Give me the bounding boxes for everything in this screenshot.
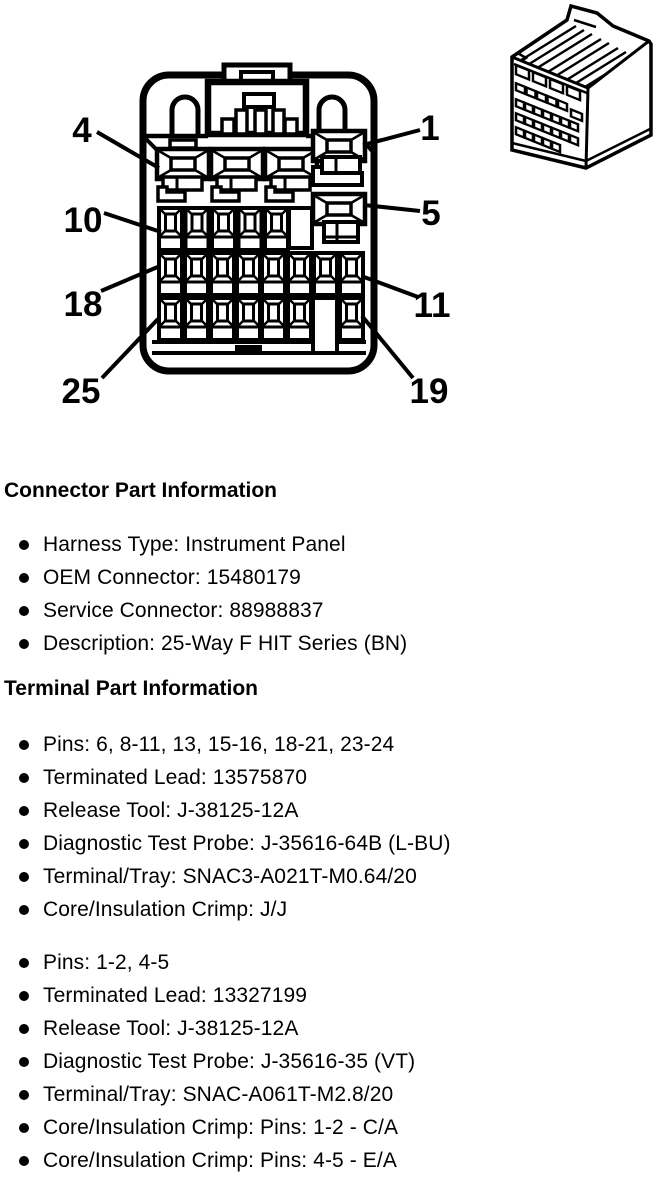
list-item	[0, 1144, 672, 1177]
pin-label-10: 10	[63, 201, 103, 240]
bullet-icon	[19, 806, 29, 816]
latch-assembly	[208, 65, 306, 134]
list-item-text: Pins: 6, 8-11, 13, 15-16, 18-21, 23-24	[43, 732, 395, 756]
bullet-icon	[19, 1057, 29, 1067]
pin5-keyway	[324, 222, 358, 242]
cavity-small	[185, 298, 208, 340]
cavity-small	[159, 208, 182, 250]
pin-label-5: 5	[421, 194, 441, 233]
terminal-info-list-group-2	[0, 946, 672, 1177]
cavity-large	[157, 149, 209, 179]
bullet-icon	[19, 606, 29, 616]
connector-figure	[0, 0, 672, 472]
cavity-small	[340, 253, 363, 295]
list-item	[0, 1045, 672, 1078]
list-item	[0, 827, 672, 860]
list-item	[0, 728, 672, 761]
cavity-small	[212, 208, 235, 250]
terminal-info-heading: Terminal Part Information	[4, 677, 258, 700]
bullet-icon	[19, 991, 29, 1001]
list-item	[0, 627, 672, 660]
bullet-icon	[19, 540, 29, 550]
blocked-cavity	[313, 298, 337, 353]
cavity-small	[159, 253, 182, 295]
list-item	[0, 528, 672, 561]
cavity-small	[211, 298, 234, 340]
pin-label-25: 25	[61, 372, 101, 411]
list-item-text: OEM Connector: 15480179	[43, 565, 301, 589]
bullet-icon	[19, 573, 29, 583]
list-item-text: Harness Type: Instrument Panel	[43, 532, 346, 556]
cavity-large	[211, 149, 263, 179]
bullet-icon	[19, 958, 29, 968]
cavity-small	[185, 253, 208, 295]
guide-post-left	[172, 97, 198, 138]
list-item-text: Diagnostic Test Probe: J-35616-35 (VT)	[43, 1049, 416, 1073]
cavity-small	[237, 253, 260, 295]
list-item-text: Terminal/Tray: SNAC-A061T-M2.8/20	[43, 1082, 394, 1106]
bullet-icon	[19, 773, 29, 783]
cavity-small	[288, 253, 311, 295]
connector-front-view	[143, 65, 374, 371]
cavity-small	[265, 208, 288, 250]
bullet-icon	[19, 1123, 29, 1133]
pin1-keyway	[313, 157, 362, 185]
list-item	[0, 761, 672, 794]
list-item-text: Core/Insulation Crimp: Pins: 1-2 - C/A	[43, 1115, 399, 1139]
pin-label-19: 19	[409, 372, 449, 411]
cavity-small	[211, 253, 234, 295]
list-item-text: Terminated Lead: 13575870	[43, 765, 308, 789]
connector-3d-view	[512, 6, 651, 168]
cavity-small	[239, 208, 262, 250]
terminal-info-list-group-1	[0, 728, 672, 926]
cavity-small	[314, 253, 337, 295]
bullet-icon	[19, 1156, 29, 1166]
list-item	[0, 794, 672, 827]
cavity-small	[262, 253, 285, 295]
blocked-cavity	[289, 208, 312, 248]
list-item	[0, 561, 672, 594]
list-item-text: Diagnostic Test Probe: J-35616-64B (L-BU)	[43, 831, 451, 855]
list-item-text: Service Connector: 88988837	[43, 598, 324, 622]
list-item	[0, 893, 672, 926]
pin-label-4: 4	[72, 111, 92, 150]
cavity-small	[288, 298, 311, 340]
bullet-icon	[19, 1090, 29, 1100]
cavity-small	[340, 298, 363, 340]
cavity-small	[159, 298, 182, 340]
cavity-large	[265, 149, 317, 179]
list-item-text: Description: 25-Way F HIT Series (BN)	[43, 631, 408, 655]
list-item-text: Core/Insulation Crimp: J/J	[43, 897, 288, 921]
list-item-text: Core/Insulation Crimp: Pins: 4-5 - E/A	[43, 1148, 397, 1172]
list-item	[0, 594, 672, 627]
bullet-icon	[19, 905, 29, 915]
bullet-icon	[19, 1024, 29, 1034]
pin-label-11: 11	[413, 286, 451, 325]
list-item-text: Pins: 1-2, 4-5	[43, 950, 170, 974]
cavity-small	[186, 208, 209, 250]
bullet-icon	[19, 839, 29, 849]
list-item-text: Release Tool: J-38125-12A	[43, 798, 299, 822]
list-item-text: Release Tool: J-38125-12A	[43, 1016, 299, 1040]
cavity-pin5	[313, 194, 365, 224]
cavity-small	[262, 298, 285, 340]
list-item	[0, 1111, 672, 1144]
bullet-icon	[19, 872, 29, 882]
list-item	[0, 979, 672, 1012]
bullet-icon	[19, 639, 29, 649]
list-item-text: Terminal/Tray: SNAC3-A021T-M0.64/20	[43, 864, 417, 888]
bullet-icon	[19, 740, 29, 750]
cavity-small	[237, 298, 260, 340]
pin-label-1: 1	[420, 109, 440, 148]
list-item	[0, 860, 672, 893]
list-item-text: Terminated Lead: 13327199	[43, 983, 308, 1007]
connector-info-list	[0, 528, 672, 660]
list-item	[0, 1012, 672, 1045]
list-item	[0, 946, 672, 979]
list-item	[0, 1078, 672, 1111]
connector-info-heading: Connector Part Information	[4, 479, 278, 502]
pin-label-18: 18	[63, 285, 103, 324]
